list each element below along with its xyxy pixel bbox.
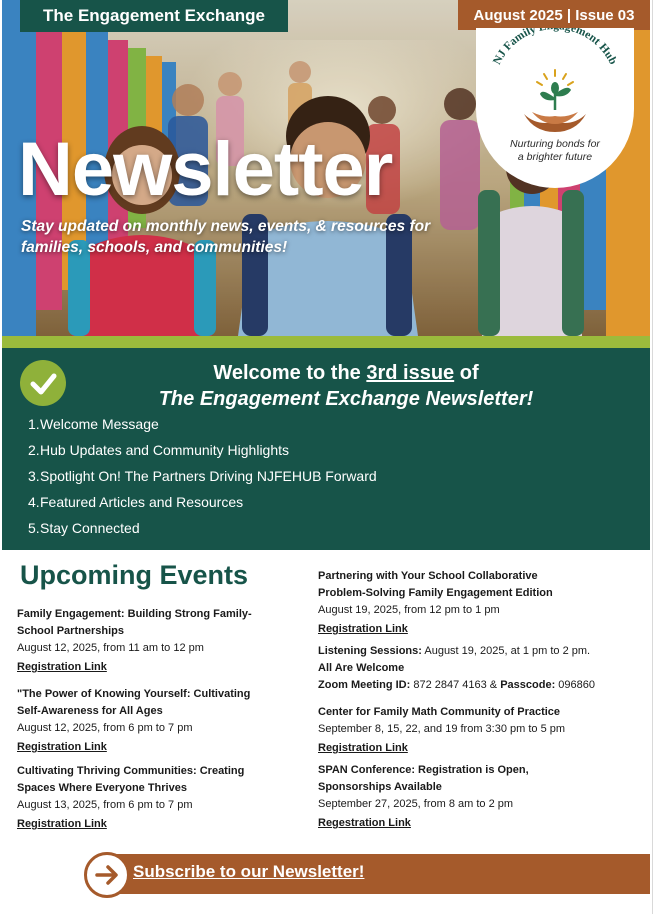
- toc-item-label: Spotlight On! The Partners Driving NJFEHUB Forward: [40, 468, 377, 484]
- registration-link[interactable]: Regestration Link: [318, 817, 411, 829]
- accent-divider: [2, 336, 650, 348]
- welcome-subheading: The Engagement Exchange Newsletter!: [158, 388, 534, 410]
- toc-item-label: Featured Articles and Resources: [40, 494, 244, 510]
- event-item: [318, 568, 638, 638]
- logo-tagline-line-1: Nurturing bonds for: [510, 138, 600, 150]
- toc-item[interactable]: 2.Hub Updates and Community Highlights: [28, 442, 290, 458]
- event-item: [17, 606, 287, 676]
- event-date: September 8, 15, 22, and 19 from 3:30 pm to 5 pm: [318, 723, 566, 735]
- event-item: [17, 686, 287, 756]
- registration-link[interactable]: Registration Link: [17, 818, 107, 830]
- issue-badge: August 2025 | Issue 03: [458, 0, 650, 30]
- toc-item[interactable]: 1.Welcome Message: [28, 416, 159, 432]
- event-title: Listening Sessions:: [318, 645, 422, 657]
- toc-item-label: Welcome Message: [40, 416, 159, 432]
- toc-item-label: Hub Updates and Community Highlights: [40, 442, 290, 458]
- welcome-section: [2, 348, 650, 550]
- hub-logo-emblem-icon: [476, 28, 634, 138]
- event-item: [318, 704, 648, 757]
- logo-tagline: [476, 138, 634, 164]
- event-title: Family Engagement: Building Strong Family- School Partnerships: [17, 608, 252, 637]
- toc-item-label: Stay Connected: [40, 520, 140, 536]
- event-date: September 27, 2025, from 8 am to 2 pm: [318, 798, 514, 810]
- hero-banner: [2, 0, 650, 336]
- event-date: August 12, 2025, from 11 am to 12 pm: [17, 642, 204, 654]
- event-item: [318, 643, 648, 694]
- event-item: [17, 763, 287, 833]
- arrow-right-icon: [87, 855, 127, 895]
- table-of-contents: [28, 414, 377, 544]
- svg-text:NJ Family Engagement Hub: [491, 28, 619, 67]
- zoom-details: Zoom Meeting ID: 872 2847 4163 & Passcode: 096860: [318, 679, 595, 691]
- event-subtitle: All Are Welcome: [318, 662, 405, 674]
- registration-link[interactable]: Registration Link: [318, 623, 408, 635]
- newsletter-title-bar: The Engagement Exchange: [20, 0, 288, 32]
- subscribe-link[interactable]: Subscribe to our Newsletter!: [133, 862, 365, 881]
- event-title: Center for Family Math Community of Practice: [318, 706, 561, 718]
- upcoming-events-heading: Upcoming Events: [20, 560, 249, 590]
- registration-link[interactable]: Registration Link: [318, 742, 408, 754]
- toc-item[interactable]: 5.Stay Connected: [28, 520, 140, 536]
- event-item: [318, 762, 648, 832]
- event-title: Partnering with Your School Collaborative Problem-Solving Family Engagement Edition: [318, 570, 553, 599]
- registration-link[interactable]: Registration Link: [17, 661, 107, 673]
- registration-link[interactable]: Registration Link: [17, 741, 107, 753]
- hub-logo: [476, 28, 634, 188]
- logo-arc-text: NJ Family ement Hub: [491, 28, 619, 67]
- welcome-heading: [42, 362, 650, 385]
- hero-headline: Newsletter: [18, 127, 393, 212]
- third-issue-link[interactable]: 3rd issue: [366, 362, 455, 384]
- logo-tagline-line-2: a brighter future: [517, 151, 593, 163]
- event-date: August 13, 2025, from 6 pm to 7 pm: [17, 799, 193, 811]
- arrow-circle[interactable]: [84, 852, 130, 898]
- event-title: SPAN Conference: Registration is Open, Sponsorships Available: [318, 764, 529, 793]
- welcome-heading-post: of: [454, 362, 479, 384]
- hero-tagline: Stay updated on monthly news, events, & resources for families, schools, and communities!: [21, 218, 431, 256]
- event-date: August 19, 2025, from 12 pm to 1 pm: [318, 604, 500, 616]
- toc-item[interactable]: 4.Featured Articles and Resources: [28, 494, 244, 510]
- welcome-heading-pre: Welcome to the: [213, 362, 367, 384]
- event-date: August 19, 2025, at 1 pm to 2 pm.: [421, 645, 591, 657]
- event-date: August 12, 2025, from 6 pm to 7 pm: [17, 722, 193, 734]
- event-title: "The Power of Knowing Yourself: Cultivating Self-Awareness for All Ages: [17, 688, 251, 717]
- event-title: Cultivating Thriving Communities: Creating Spaces Where Everyone Thrives: [17, 765, 245, 794]
- toc-item[interactable]: 3.Spotlight On! The Partners Driving NJFEHUB Forward: [28, 468, 377, 484]
